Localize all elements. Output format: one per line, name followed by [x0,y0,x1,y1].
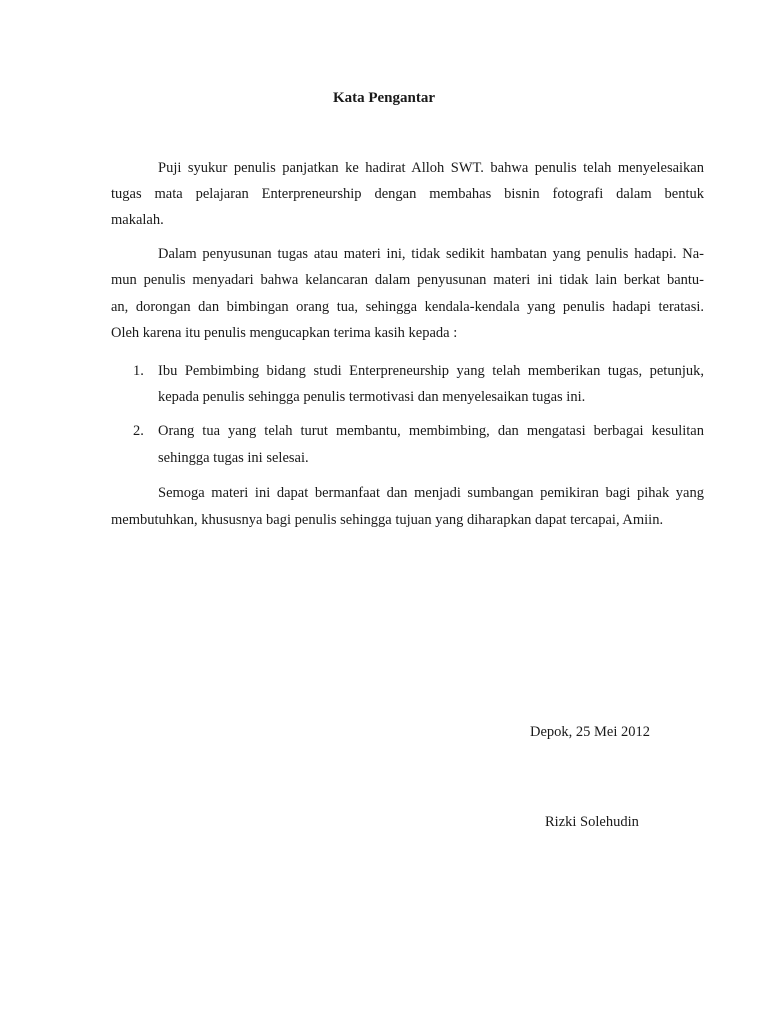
list-item-2-line-2: sehingga tugas ini selesai. [158,450,309,466]
paragraph-2-line-4: Oleh karena itu penulis mengucapkan terima kasih kepada : [111,325,458,341]
place-date: Depok, 25 Mei 2012 [530,724,651,740]
document-title: Kata Pengantar [332,90,436,106]
list-item-1-line-2: kepada penulis sehingga penulis termotivasi dan menyelesaikan tugas ini. [158,389,586,405]
paragraph-1-line-3: makalah. [111,212,164,228]
paragraph-3-line-1: Semoga materi ini dapat bermanfaat dan menjadi sumbangan pemikiran bagi pihak yang [158,485,704,501]
paragraph-1-line-1: Puji syukur penulis panjatkan ke hadirat Alloh SWT. bahwa penulis telah menyelesaikan [158,160,704,176]
paragraph-1-line-2: tugas mata pelajaran Enterpreneurship dengan membahas bisnin fotografi dalam bentuk [111,186,704,202]
list-item-2-number: 2. [133,423,144,439]
paragraph-2-line-3: an, dorongan dan bimbingan orang tua, sehingga kendala-kendala yang penulis hadapi teratasi. [111,299,704,315]
list-item-2-line-1: Orang tua yang telah turut membantu, membimbing, dan mengatasi berbagai kesulitan [158,423,704,439]
list-item-1-line-1: Ibu Pembimbing bidang studi Enterpreneurship yang telah memberikan tugas, petunjuk, [158,363,704,379]
list-item-1-number: 1. [133,363,144,379]
paragraph-3-line-2: membutuhkan, khususnya bagi penulis sehingga tujuan yang diharapkan dapat tercapai, Amiin. [111,512,664,528]
paragraph-2-line-1: Dalam penyusunan tugas atau materi ini, tidak sedikit hambatan yang penulis hadapi. Na- [158,246,704,262]
paragraph-2-line-2: mun penulis menyadari bahwa kelancaran dalam penyusunan materi ini tidak lain berkat bantu- [111,272,704,288]
author-name: Rizki Solehudin [545,814,639,830]
